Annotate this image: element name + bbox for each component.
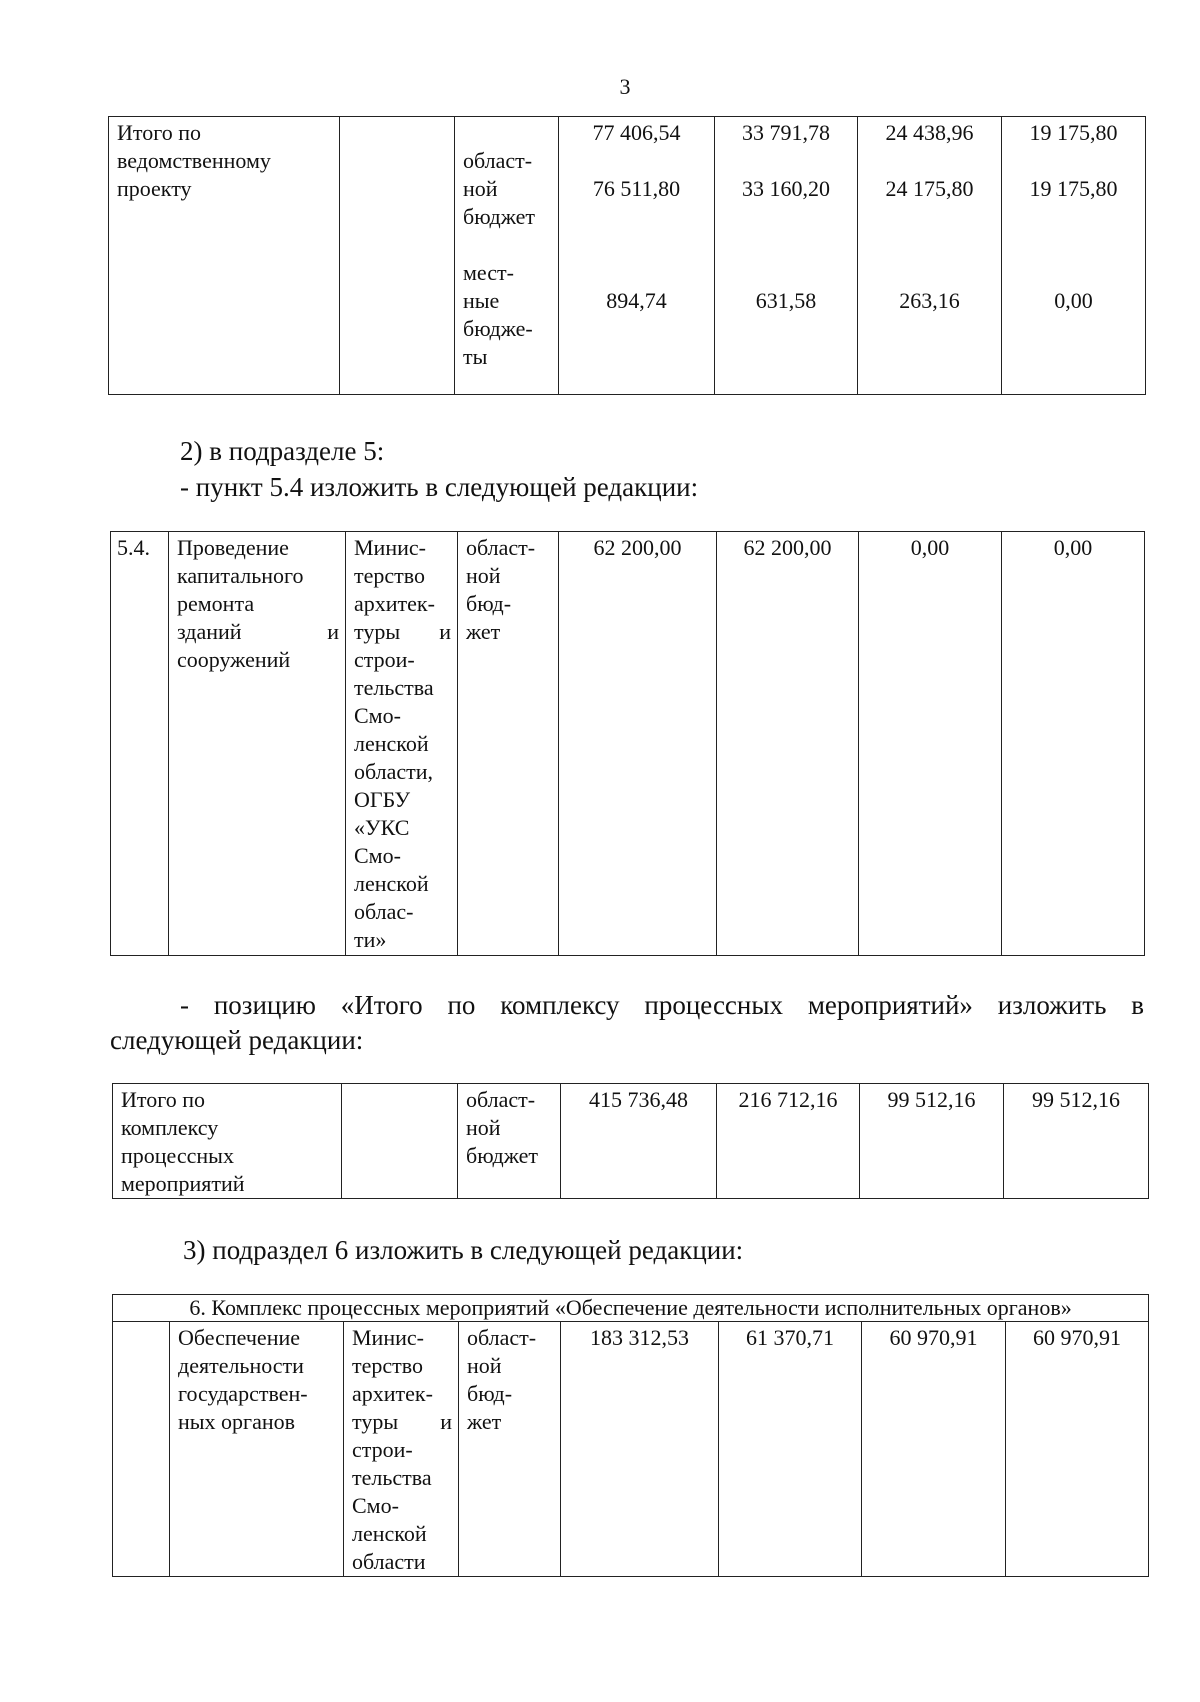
local-value: 263,16	[899, 288, 960, 313]
regional-value: 24 175,80	[885, 176, 974, 201]
value-col-1	[559, 117, 715, 395]
value-year-2: 0,00	[859, 532, 1002, 956]
value-year-3: 60 970,91	[1006, 1322, 1149, 1577]
regional-value: 19 175,80	[1029, 176, 1118, 201]
item-number: 5.4.	[111, 532, 169, 956]
subsection-5-instruction: 2) в подразделе 5:	[180, 436, 385, 466]
executor: Минис- терство архитек- туры и строи- тельства Смо- ленской области, ОГБУ «УКС Смо- ленской облас- ти»	[346, 532, 458, 956]
value-total: 62 200,00	[559, 532, 717, 956]
value-col-3	[858, 117, 1002, 395]
executor: Минис- терство архитек- туры и строи- тельства Смо- ленской области	[344, 1322, 459, 1577]
source-regional: област- ной бюджет	[463, 148, 535, 229]
source-cell	[455, 117, 559, 395]
table-item-5-4	[110, 531, 1145, 956]
value-year-2: 99 512,16	[860, 1084, 1004, 1199]
total-value: 33 791,78	[742, 120, 830, 145]
table-process-complex-total	[112, 1083, 1149, 1199]
regional-value: 33 160,20	[742, 176, 830, 201]
executor-cell	[342, 1084, 458, 1199]
funding-source: област- ной бюд- жет	[459, 1322, 561, 1577]
position-total-instruction: - позицию «Итого по комплексу процессных мероприятий» изложить в	[180, 990, 1144, 1020]
event-name: Обеспечение деятельности государствен- ных органов	[170, 1322, 344, 1577]
value-total: 415 736,48	[561, 1084, 717, 1199]
source-local: мест- ные бюдже- ты	[463, 260, 533, 369]
event-name: Проведение капитального ремонта зданий и сооружений	[169, 532, 346, 956]
subsection-6-instruction: 3) подраздел 6 изложить в следующей редакции:	[183, 1235, 744, 1265]
table-department-project-total	[108, 116, 1146, 395]
value-year-3: 99 512,16	[1004, 1084, 1149, 1199]
item-5-4-instruction: - пункт 5.4 изложить в следующей редакции:	[180, 472, 699, 502]
total-value: 77 406,54	[592, 120, 681, 145]
page-number: 3	[619, 74, 631, 99]
value-col-2	[715, 117, 858, 395]
funding-source: област- ной бюд- жет	[458, 532, 559, 956]
executor-cell	[340, 117, 455, 395]
row-label: Итого по ведомственному проекту	[109, 117, 340, 395]
position-total-instruction-cont: следующей редакции:	[110, 1025, 364, 1055]
total-value: 19 175,80	[1029, 120, 1118, 145]
item-number	[113, 1322, 170, 1577]
row-label: Итого по комплексу процессных мероприятий	[113, 1084, 342, 1199]
value-col-4	[1002, 117, 1146, 395]
local-value: 894,74	[606, 288, 667, 313]
regional-value: 76 511,80	[592, 176, 681, 201]
value-total: 183 312,53	[561, 1322, 719, 1577]
value-year-1: 62 200,00	[717, 532, 859, 956]
value-year-3: 0,00	[1002, 532, 1145, 956]
complex-header: 6. Комплекс процессных мероприятий «Обеспечение деятельности исполнительных органов»	[113, 1295, 1149, 1322]
value-year-1: 216 712,16	[717, 1084, 860, 1199]
local-value: 0,00	[1054, 288, 1093, 313]
funding-source: област- ной бюджет	[458, 1084, 561, 1199]
value-year-1: 61 370,71	[719, 1322, 862, 1577]
local-value: 631,58	[755, 288, 817, 313]
value-year-2: 60 970,91	[862, 1322, 1006, 1577]
total-value: 24 438,96	[885, 120, 974, 145]
table-subsection-6	[112, 1294, 1149, 1577]
